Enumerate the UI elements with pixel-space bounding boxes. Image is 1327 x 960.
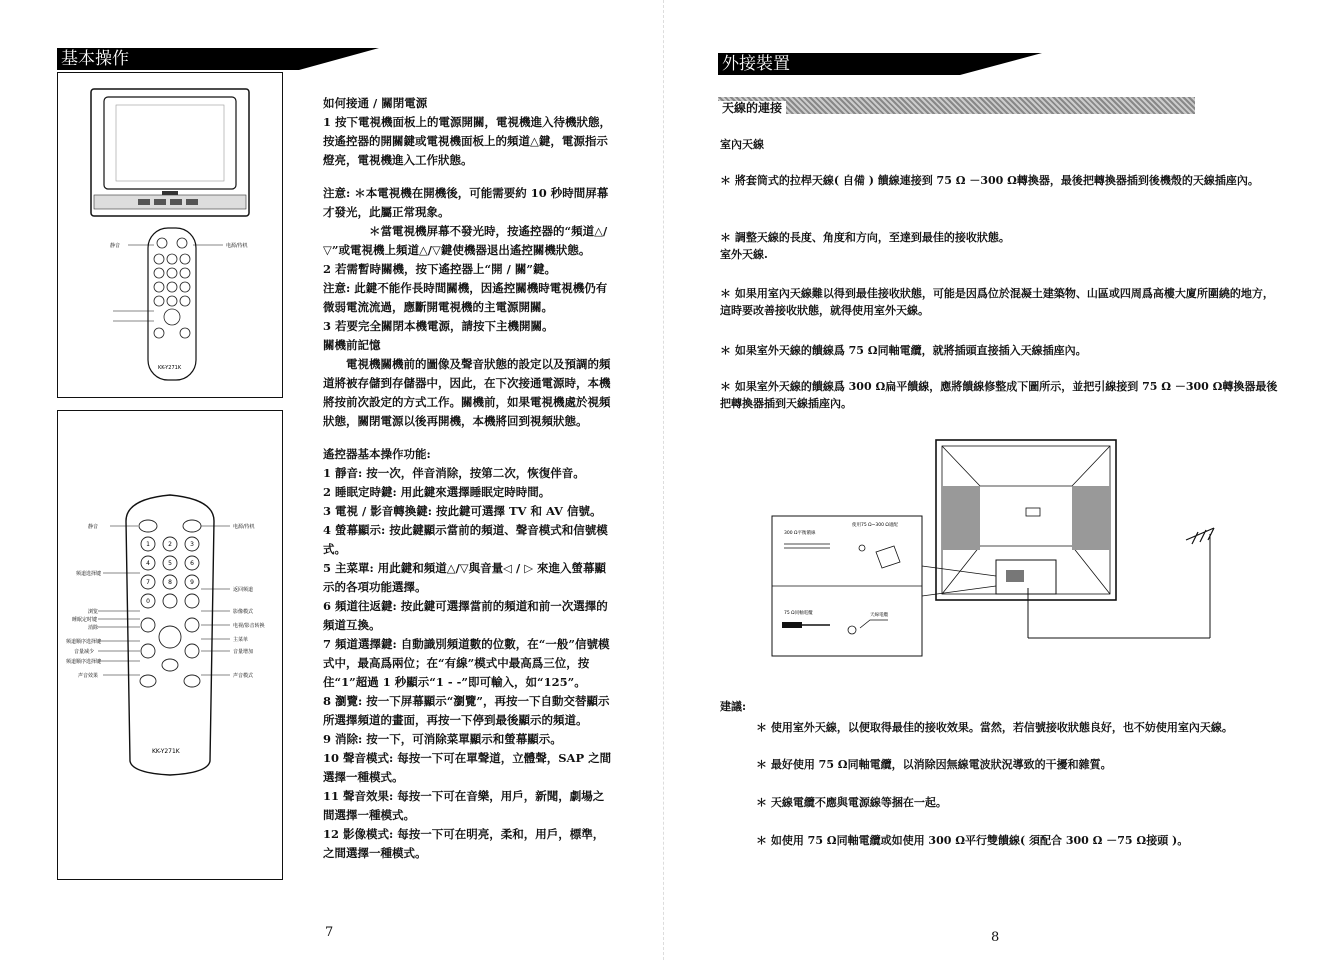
power-title: 如何接通 / 關閉電源 (323, 96, 428, 110)
left-text-column (323, 94, 614, 863)
outdoor-bullet-1: ＊ 如果用室內天線難以得到最佳接收狀態，可能是因爲位於混凝土建築物、山區或四周爲高樓大廈所圍繞的地方，這時要改善接收狀態，就得使用室外天線。 (720, 287, 1274, 317)
svg-text:4: 4 (146, 560, 150, 567)
section-bar-title: 天線的連接 (718, 101, 786, 115)
function-item: 1 靜音: 按一次，伴音消除，按第二次，恢復伴音。 (323, 466, 585, 480)
indoor-bullet-2: ＊ 調整天線的長度、角度和方向，至達到最佳的接收狀態。 (720, 231, 1010, 244)
section-bar (718, 97, 1195, 114)
tv-terminal-panel (996, 560, 1056, 594)
function-item: 12 影像模式: 每按一下可在明亮，柔和，用戶，標準，之間選擇一種模式。 (323, 827, 605, 860)
tv-button (170, 199, 182, 205)
tv-button (138, 199, 150, 205)
tv-button (154, 199, 166, 205)
function-item: 9 消除: 按一下，可消除菜單顯示和螢幕顯示。 (323, 732, 562, 746)
note-2: ＊當電視機屏幕不發光時，按遙控器的“頻道△/▽”或電視機上頻道△/▽鍵使機器退出遙控關機狀態。 (323, 224, 608, 257)
svg-text:声音效果: 声音效果 (78, 673, 99, 679)
function-item: 6 頻道往返鍵: 按此鍵可選擇當前的頻道和前一次選擇的頻道互換。 (323, 599, 608, 632)
label-antenna-cable: 天線電纜 (870, 613, 888, 618)
tv-vent-left (942, 486, 980, 550)
tv-logo (162, 191, 178, 195)
svg-text:电视/影音转换: 电视/影音转换 (233, 623, 265, 629)
svg-text:0: 0 (146, 598, 150, 605)
svg-text:主菜单: 主菜单 (233, 637, 249, 643)
outdoor-title: 室外天線. (720, 248, 768, 261)
right-header-text: 外接裝置 (722, 54, 790, 74)
power-step-3: 3 若要完全關閉本機電源，請按下主機開關。 (323, 319, 554, 333)
page-fold (663, 0, 664, 960)
svg-text:电源/待机: 电源/待机 (233, 524, 255, 530)
svg-text:静音: 静音 (88, 524, 99, 530)
advice-2: ＊ 最好使用 75 Ω同軸電纜，以消除因無線電波狀況導致的干擾和雜質。 (756, 758, 1112, 771)
advice-title: 建議: (720, 700, 747, 713)
function-item: 4 螢幕顯示: 按此鍵顯示當前的頻道、聲音模式和信號模式。 (323, 523, 608, 556)
svg-text:6: 6 (190, 560, 194, 567)
outdoor-bullet-3: ＊ 如果室外天線的饋線爲 300 Ω扁平饋線，應將饋線修整成下圖所示，並把引線接到 75 Ω －300 Ω轉換器最後把轉換器插到天線插座內。 (720, 380, 1278, 410)
right-header-arrow (960, 53, 1042, 75)
svg-text:睡眠定时键: 睡眠定时键 (72, 617, 98, 623)
svg-text:影像模式: 影像模式 (233, 609, 254, 615)
function-item: 8 瀏覽: 按一下屏幕顯示“瀏覽”，再按一下自動交替顯示所選擇頻道的畫面，再按一下停到最後顯示的頻道。 (323, 694, 610, 727)
memory-title: 關機前記憶 (323, 338, 381, 352)
svg-text:5: 5 (168, 560, 172, 567)
advice-1: ＊ 使用室外天線，以便取得最佳的接收效果。當然，若信號接收狀態良好，也不妨使用室內天線。 (756, 721, 1233, 734)
power-step-1: 1 按下電視機面板上的電源開關，電視機進入待機狀態，按遙控器的開關鍵或電視機面板上的頻道△鍵，電源指示燈亮，電視機進入工作狀態。 (323, 115, 612, 167)
figure-tv-remote (57, 72, 283, 398)
svg-text:频道选择键: 频道选择键 (76, 571, 102, 577)
svg-text:7: 7 (146, 579, 150, 586)
indoor-title: 室內天線 (720, 138, 764, 151)
label-adapter: 使用75 Ω~300 Ω適配 (852, 523, 898, 528)
left-header-arrow (299, 48, 379, 70)
right-header (718, 53, 960, 75)
power-step-2: 2 若需暫時關機，按下遙控器上“開 / 關”鍵。 (323, 262, 556, 276)
svg-text:音量减少: 音量减少 (74, 649, 95, 655)
tv-remote-illustration (58, 73, 282, 397)
function-item: 11 聲音效果: 每按一下可在音樂，用戶，新聞，劇場之間選擇一種模式。 (323, 789, 605, 822)
svg-text:8: 8 (168, 579, 172, 586)
left-header (57, 48, 299, 70)
svg-text:2: 2 (168, 541, 172, 548)
remote-functions-title: 遙控器基本操作功能: (323, 447, 431, 461)
function-item: 2 睡眠定時鍵: 用此鍵來選擇睡眠定時時間。 (323, 485, 551, 499)
indoor-bullet-1: ＊ 將套筒式的拉桿天線( 自備 ) 饋線連接到 75 Ω －300 Ω轉換器，最後把轉換器插到後機殼的天線插座內。 (720, 174, 1259, 187)
svg-text:声音模式: 声音模式 (233, 673, 254, 679)
svg-text:浏览: 浏览 (88, 609, 99, 615)
svg-text:1: 1 (146, 541, 150, 548)
svg-text:频道顺序选择键: 频道顺序选择键 (66, 639, 102, 645)
label-300-feeder: 300 Ω平衡饋線 (784, 531, 816, 536)
figure-remote-detail (57, 410, 283, 880)
svg-text:9: 9 (190, 579, 194, 586)
svg-text:返回频道: 返回频道 (233, 587, 254, 593)
left-header-text: 基本操作 (61, 49, 129, 69)
function-item: 5 主菜單: 用此鍵和頻道△/▽與音量◁ / ▷ 來進入螢幕顯示的各項功能選擇。 (323, 561, 607, 594)
remote-small-model: KK-Y271K (158, 365, 182, 371)
tv-vent-right (1072, 486, 1110, 550)
tv-button (186, 199, 198, 205)
memory-text: 電視機關機前的圖像及聲音狀態的設定以及預調的頻道將被存儲到存儲器中，因此，在下次接通電源時，本機將按前次設定的方式工作。關機前，如果電視機處於視頻狀態，關閉電源以後再開機，本機將回到視頻狀態。 (323, 357, 611, 428)
note-3: 注意: 此鍵不能作長時間關機，因遙控關機時電視機仍有微弱電流流過，應斷開電視機的主電源開關。 (323, 281, 608, 314)
advice-3: ＊ 天線電纜不應與電源線等捆在一起。 (756, 796, 947, 809)
svg-text:音量增加: 音量增加 (233, 649, 254, 655)
left-page-number: 7 (325, 925, 334, 940)
svg-text:静音: 静音 (110, 243, 121, 249)
svg-text:频道顺序选择键: 频道顺序选择键 (66, 659, 102, 665)
svg-text:电源/待机: 电源/待机 (226, 243, 248, 249)
outdoor-bullet-2: ＊ 如果室外天線的饋線爲 75 Ω同軸電纜，就將插頭直接插入天線插座內。 (720, 344, 1087, 357)
label-75-coax: 75 Ω同軸電纜 (784, 611, 813, 616)
function-item: 3 電視 / 影音轉換鍵: 按此鍵可選擇 TV 和 AV 信號。 (323, 504, 602, 518)
antenna-connection-diagram (770, 436, 1250, 660)
svg-text:消除: 消除 (88, 625, 99, 631)
svg-text:3: 3 (190, 541, 194, 548)
function-item: 7 頻道選擇鍵: 自動識別頻道數的位數，在“一般”信號模式中，最高爲兩位；在“有線”模式中最高爲三位，按住“1”超過 1 秒顯示“1 - -”即可輸入，如“125”。 (323, 637, 610, 689)
tv-screen (104, 97, 236, 189)
advice-4: ＊ 如使用 75 Ω同軸電纜或如使用 300 Ω平行雙饋線( 須配合 300 Ω －75 Ω接頭 )。 (756, 834, 1189, 847)
note-1: 注意: ＊本電視機在開機後，可能需要約 10 秒時間屏幕才發光，此屬正常現象。 (323, 186, 609, 219)
function-item: 10 聲音模式: 每按一下可在單聲道，立體聲，SAP 之間選擇一種模式。 (323, 751, 612, 784)
right-page-number: 8 (991, 930, 1000, 945)
remote-model: KK-Y271K (152, 748, 180, 755)
remote-illustration (58, 411, 282, 879)
